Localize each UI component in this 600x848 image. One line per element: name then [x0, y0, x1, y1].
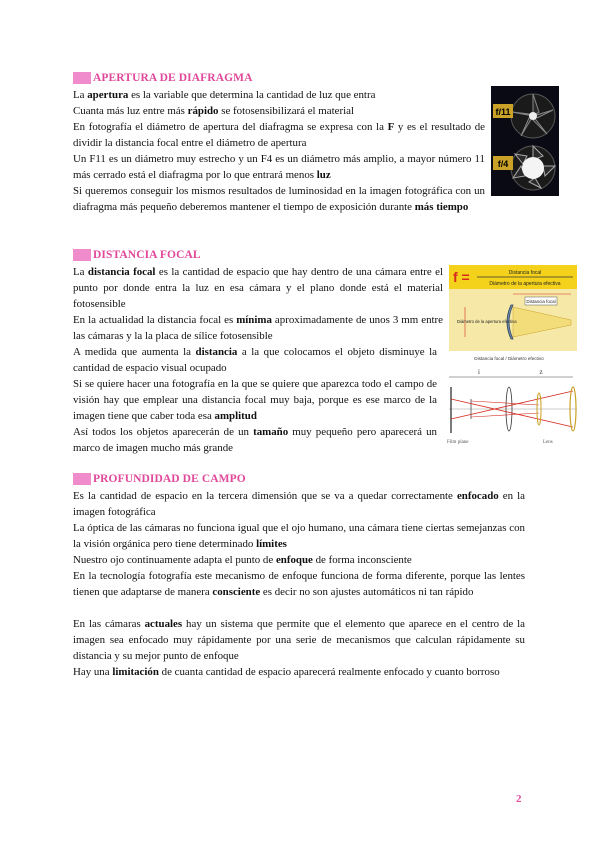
emphasis: distancia focal — [87, 266, 156, 278]
aperture-diagram — [491, 86, 559, 196]
focal-formula-figure — [449, 265, 577, 365]
heading-marker — [73, 473, 91, 485]
emphasis: distancia — [195, 346, 238, 358]
focal-formula-diagram — [449, 265, 577, 365]
emphasis: más tiempo — [414, 201, 469, 213]
formula-caption: Distancia focal / Diámetro efectivo — [474, 356, 544, 361]
aperture-figure — [491, 86, 559, 196]
section-title: DISTANCIA FOCAL — [93, 249, 201, 261]
section-heading-aperture — [73, 72, 253, 84]
emphasis: apertura — [87, 89, 129, 101]
label-z: z — [539, 368, 543, 376]
optics-figure — [443, 365, 579, 447]
aperture-line-1: La apertura es la variable que determina la cantidad de luz que entra — [73, 89, 376, 101]
focal-line-5: Así todos los objetos aparecerán de un tamaño muy pequeño pero aparecerá un marco de imagen mucho más grande — [73, 426, 438, 454]
aperture-line-2: Cuanta más luz entre más rápido se fotosensibilizará el material — [73, 105, 354, 117]
section-title: PROFUNDIDAD DE CAMPO — [93, 473, 246, 485]
emphasis: consciente — [212, 586, 261, 598]
depth-line-2: La óptica de las cámaras no funciona igual que el ojo humano, una cámara tiene ciertas semejanzas con la visión orgánica pero tiene determinado límites — [73, 522, 525, 550]
formula-numerator: Distancia focal — [508, 270, 542, 276]
heading-marker — [73, 72, 91, 84]
label-i: i — [478, 368, 480, 376]
focal-line-1: La distancia focal es la cantidad de espacio que hay dentro de una cámara entre el punto por donde entra la luz en esa cámara y el plano donde está el material fotosensible — [73, 266, 443, 310]
emphasis: enfoque — [275, 554, 313, 566]
emphasis: F — [387, 121, 395, 133]
depth-line-6: Hay una limitación de cuanta cantidad de espacio aparecerá realmente enfocado y cuanto borroso — [73, 666, 500, 678]
lens-label: Lens — [543, 440, 553, 445]
emphasis: enfocado — [456, 490, 499, 502]
formula-denominator: Diámetro de la apertura efectiva — [489, 281, 561, 287]
depth-line-1: Es la cantidad de espacio en la tercera dimensión que se va a quedar correctamente enfocado en la imagen fotográfica — [73, 490, 525, 518]
emphasis: luz — [316, 169, 331, 181]
focal-distance-label: Distancia focal — [526, 299, 556, 304]
focal-line-3: A medida que aumenta la distancia a la que colocamos el objeto disminuye la cantidad de espacio visual ocupado — [73, 346, 438, 374]
heading-marker — [73, 249, 91, 261]
section-title: APERTURA DE DIAFRAGMA — [93, 72, 253, 84]
focal-line-4: Si se quiere hacer una fotografía en la que se quiere que aparezca todo el campo de visión hay que emplear una distancia focal muy baja, porque es ese marco de la imagen tiene que caber toda esa amplitud — [73, 378, 437, 422]
emphasis: rápido — [187, 105, 219, 117]
emphasis: limitación — [112, 666, 159, 678]
aperture-line-4: Un F11 es un diámetro muy estrecho y un F4 es un diámetro más amplio, a mayor número 11 más cerrado está el diafragma por lo que entrará menos luz — [73, 153, 485, 181]
formula-f: f = — [453, 269, 470, 285]
emphasis: mínima — [236, 314, 272, 326]
emphasis: tamaño — [253, 426, 289, 438]
depth-line-5: En las cámaras actuales hay un sistema que permite que el elemento que aparece en el centro de la imagen sea enfocado muy rápidamente por una serie de mecanismos que calculan rápidamente su distancia y su mejor punto de enfoque — [73, 618, 525, 662]
focal-line-2: En la actualidad la distancia focal es mínima aproximadamente de unos 3 mm entre las cámaras y la la placa de sílice fotosensible — [73, 314, 444, 342]
aperture-line-5: Si queremos conseguir los mismos resultados de luminosidad en la imagen fotográfica con un diafragma más pequeño deberemos mantener el tiempo de exposición durante más tiempo — [73, 185, 485, 213]
depth-line-3: Nuestro ojo continuamente adapta el punto de enfoque de forma inconsciente — [73, 554, 412, 566]
diameter-label: Diámetro de la apertura efectiva — [457, 319, 517, 324]
section-heading-depth — [73, 473, 246, 485]
optics-diagram — [443, 365, 579, 447]
film-plane-label: Film plane — [447, 440, 469, 445]
emphasis: amplitud — [214, 410, 257, 422]
aperture-line-3: En fotografía el diámetro de apertura del diafragma se expresa con la F y es el resultado de dividir la distancia focal entre el diámetro de apertura — [73, 121, 485, 149]
section-heading-focal — [73, 249, 201, 261]
emphasis: actuales — [144, 618, 183, 630]
emphasis: límites — [256, 538, 287, 550]
depth-line-4: En la tecnología fotografía este mecanismo de enfoque funciona de forma diferente, porque las lentes tienen que adaptarse de manera consciente es decir no son ajustes automáticos ni tan rápido — [73, 570, 525, 598]
f11-label: f/11 — [495, 107, 511, 117]
page-number: 2 — [516, 793, 522, 805]
f4-label: f/4 — [497, 159, 509, 169]
